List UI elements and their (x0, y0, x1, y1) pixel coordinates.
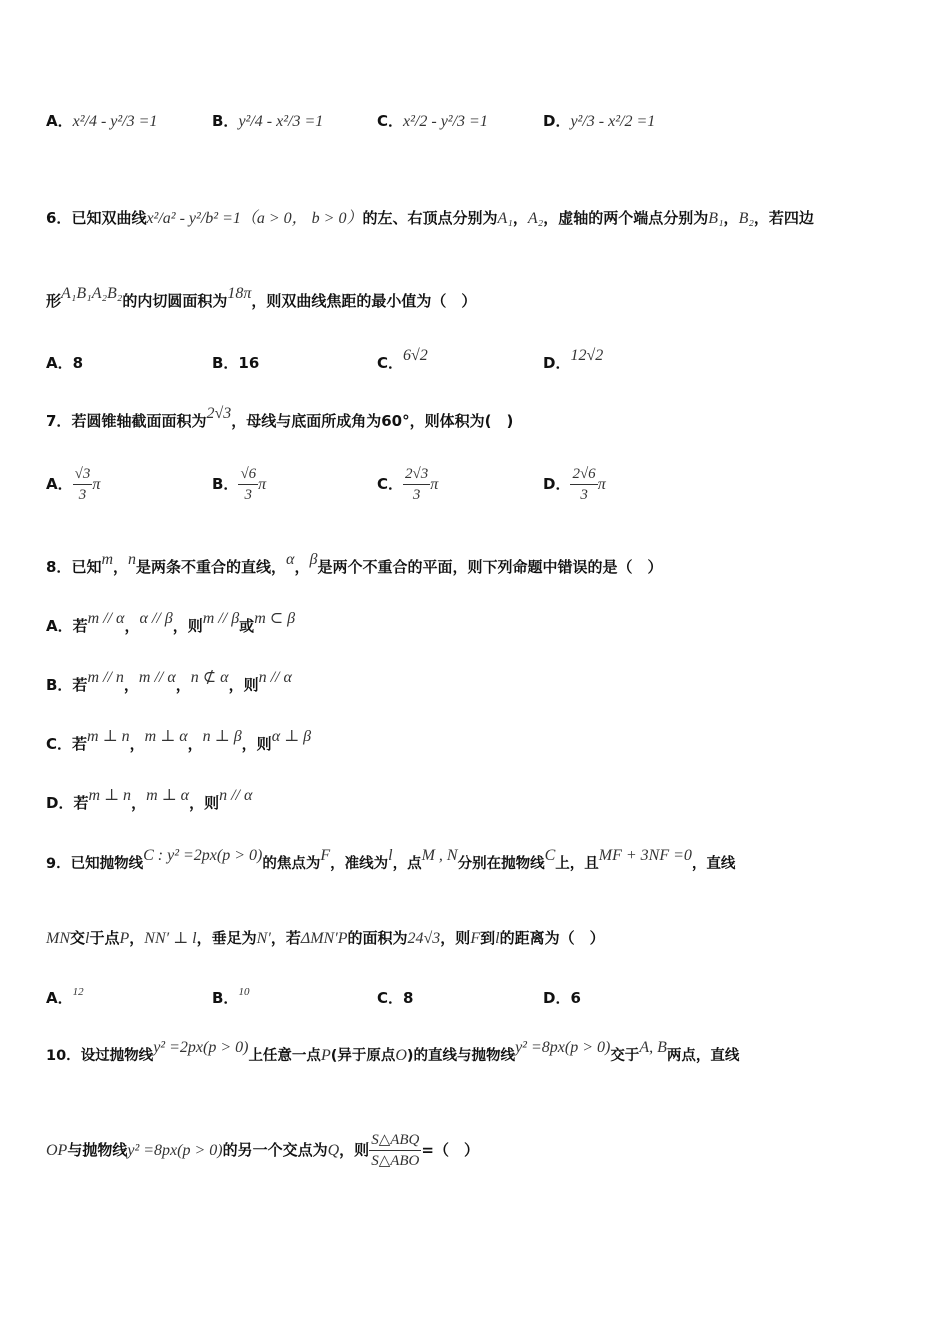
text-fragment: 18π (227, 285, 252, 302)
text-fragment: n ⊥ β (202, 728, 242, 745)
q9-option-a (46, 987, 84, 1008)
text-fragment: P (119, 930, 130, 947)
q5-option-d (543, 110, 655, 131)
text-fragment: S△ABQ (369, 1130, 421, 1151)
q6-option-d (543, 347, 604, 373)
text-fragment: D． (543, 112, 571, 130)
text-fragment: π (258, 476, 267, 493)
text-fragment: MF + 3NF =0 (598, 847, 692, 864)
text-fragment: 若圆锥轴截面面积为 (71, 412, 207, 430)
q9-stem-line1 (46, 847, 910, 873)
text-fragment: (异于原点 (330, 1048, 396, 1064)
text-fragment: ，则 (440, 929, 471, 947)
text-fragment: m // n (87, 669, 124, 686)
text-fragment: 上，且 (555, 856, 599, 872)
text-fragment: ， (131, 794, 147, 812)
text-fragment: m ⊥ α (144, 728, 188, 745)
text-fragment: C (544, 847, 556, 864)
q6-option-a (46, 352, 83, 373)
q8-option-d (46, 787, 910, 813)
text-fragment: D．6 (543, 989, 581, 1007)
text-fragment: √3 (73, 464, 93, 485)
fraction (570, 464, 597, 505)
text-fragment: 2√3 (403, 464, 430, 485)
text-fragment: ， (512, 209, 528, 227)
text-fragment: A．8 (46, 354, 84, 372)
text-fragment: y² =8px(p > 0) (127, 1142, 223, 1159)
text-fragment: m (101, 551, 114, 568)
q5-option-c (377, 110, 488, 131)
text-fragment: π (92, 476, 101, 493)
text-fragment: MN (46, 930, 70, 947)
q7-option-b (212, 464, 266, 505)
text-fragment: B． (212, 475, 239, 493)
text-fragment: NN′ ⊥ l (144, 930, 197, 947)
q5-option-b (212, 110, 323, 131)
text-fragment: 到 (480, 929, 496, 947)
text-fragment: D． (543, 354, 571, 372)
text-fragment: ，点 (392, 856, 422, 872)
text-fragment: C． (377, 112, 404, 130)
text-fragment: C．8 (377, 989, 414, 1007)
text-fragment: n ⊄ α (190, 669, 229, 686)
text-fragment: F (470, 930, 481, 947)
text-fragment: √6 (238, 464, 258, 485)
text-fragment: 是两个不重合的平面，则下列命题中错误的是（ ） (317, 558, 663, 576)
text-fragment: y² =8px(p > 0) (515, 1039, 611, 1056)
text-fragment: n // α (219, 787, 253, 804)
ratio-fraction (369, 1130, 421, 1171)
text-fragment: B₁ (708, 210, 724, 227)
text-fragment: m // β (202, 610, 240, 627)
text-fragment: F (320, 847, 331, 864)
text-fragment: 9． (46, 856, 71, 872)
text-fragment: C． (377, 354, 404, 372)
text-fragment: ， (129, 735, 145, 753)
text-fragment: 两点，直线 (666, 1048, 740, 1064)
text-fragment: A． (46, 475, 73, 493)
q7-stem (46, 405, 910, 431)
text-fragment: m ⊥ n (88, 787, 132, 804)
text-fragment: 已知双曲线 (71, 209, 147, 227)
text-fragment: =（ ） (421, 1141, 479, 1159)
text-fragment: 24√3 (407, 930, 441, 947)
text-fragment: 于点 (89, 929, 120, 947)
option-expression: y²/4 - x²/3 =1 (238, 113, 324, 130)
text-fragment: )的直线与抛物线 (406, 1048, 516, 1064)
q9-option-d (543, 987, 581, 1008)
text-fragment: m ⊥ α (146, 787, 190, 804)
text-fragment: 交于 (610, 1048, 640, 1064)
text-fragment: A₁B₁A₂B₂ (61, 285, 123, 302)
text-fragment: 的面积为 (347, 929, 408, 947)
text-fragment: ， (113, 558, 129, 576)
text-fragment: D．若 (46, 794, 89, 812)
text-fragment: N′ (256, 930, 271, 947)
text-fragment: 10 (238, 986, 250, 998)
text-fragment: 的内切圆面积为 (122, 292, 228, 310)
text-fragment: 的另一个交点为 (222, 1141, 328, 1159)
text-fragment: n (128, 551, 137, 568)
text-fragment: ，母线与底面所成角为60°，则体积为( ) (231, 412, 514, 430)
q7-option-c (377, 464, 438, 505)
text-fragment: x²/a² - y²/b² =1 (146, 210, 241, 227)
text-fragment: 2√3 (206, 405, 232, 422)
option-expression: y²/3 - x²/2 =1 (570, 113, 656, 130)
q6-stem-line2 (46, 285, 910, 311)
text-fragment: 设过抛物线 (80, 1048, 154, 1064)
text-fragment: 3 (412, 487, 421, 503)
text-fragment: π (430, 476, 439, 493)
text-fragment: α // β (139, 610, 173, 627)
text-fragment: B₂ (738, 210, 754, 227)
text-fragment: ，则双曲线焦距的最小值为（ ） (251, 292, 477, 310)
text-fragment: 已知抛物线 (70, 856, 144, 872)
text-fragment: A．若 (46, 617, 88, 635)
text-fragment: 是两条不重合的直线， (136, 558, 287, 576)
text-fragment: ， (187, 735, 203, 753)
text-fragment: ， (723, 209, 739, 227)
text-fragment: 8． (46, 558, 72, 576)
text-fragment: 7． (46, 412, 72, 430)
text-fragment: S△ABO (371, 1153, 420, 1169)
text-fragment: m // α (138, 669, 176, 686)
text-fragment: β (309, 551, 318, 568)
text-fragment: m ⊥ n (87, 728, 130, 745)
text-fragment: OP (46, 1142, 68, 1159)
text-fragment: ，直线 (691, 856, 736, 872)
text-fragment: 上任意一点 (248, 1048, 321, 1064)
text-fragment: A． (46, 112, 73, 130)
text-fragment: M , N (421, 847, 458, 864)
text-fragment: 或 (239, 617, 255, 635)
text-fragment: ，垂足为 (196, 929, 257, 947)
text-fragment: A₁ (497, 210, 513, 227)
text-fragment: 6． (46, 209, 72, 227)
text-fragment: 3 (244, 487, 253, 503)
option-expression: x²/2 - y²/3 =1 (403, 113, 488, 130)
text-fragment: 已知 (71, 558, 102, 576)
q9-option-b (212, 987, 249, 1008)
text-fragment: B． (212, 112, 239, 130)
text-fragment: n // α (258, 669, 292, 686)
text-fragment: ， (123, 676, 139, 694)
q9-option-c (377, 987, 413, 1008)
text-fragment: 交 (70, 929, 86, 947)
text-fragment: O (395, 1047, 407, 1064)
text-fragment: ，准线为 (330, 856, 389, 872)
option-expression: x²/4 - y²/3 =1 (72, 113, 158, 130)
text-fragment: l (85, 930, 90, 947)
text-fragment: ΔMN′P (300, 930, 348, 947)
text-fragment: 形 (46, 292, 62, 310)
text-fragment: ，则 (241, 735, 272, 753)
q8-stem (46, 551, 910, 577)
text-fragment: m // α (87, 610, 125, 627)
text-fragment: π (597, 476, 606, 493)
text-fragment: y² =2px(p > 0) (153, 1039, 249, 1056)
fraction (73, 464, 93, 505)
text-fragment: B．16 (212, 354, 260, 372)
text-fragment: 3 (78, 487, 87, 503)
text-fragment: ，则 (189, 794, 220, 812)
text-fragment: 的焦点为 (262, 856, 321, 872)
text-fragment: ，虚轴的两个端点分别为 (543, 209, 709, 227)
text-fragment: 的距离为（ ） (499, 929, 605, 947)
q8-option-b (46, 669, 910, 695)
q10-stem-line1 (46, 1039, 910, 1065)
text-fragment: ，则 (228, 676, 259, 694)
text-fragment: α ⊥ β (271, 728, 312, 745)
q7-option-d (543, 464, 606, 505)
fraction (238, 464, 258, 505)
text-fragment: C : y² =2px(p > 0) (143, 847, 263, 864)
text-fragment: ，若四边 (753, 209, 814, 227)
q5-option-a (46, 110, 157, 131)
text-fragment: Q (327, 1142, 340, 1159)
fraction (403, 464, 430, 505)
text-fragment: 12 (72, 986, 84, 998)
text-fragment: 与抛物线 (67, 1141, 128, 1159)
text-fragment: 10． (46, 1048, 81, 1064)
text-fragment: A₂ (527, 210, 544, 227)
text-fragment: B． (212, 989, 239, 1007)
text-fragment: l (495, 930, 500, 947)
q6-option-b (212, 352, 259, 373)
text-fragment: ，若 (270, 929, 301, 947)
text-fragment: ， (124, 617, 140, 635)
text-fragment: 的左、右顶点分别为 (362, 209, 498, 227)
q10-stem-line2 (46, 1130, 910, 1171)
text-fragment: A, B (639, 1039, 667, 1056)
q9-stem-line2 (46, 927, 910, 948)
q6-stem-line1 (46, 205, 910, 228)
text-fragment: D． (543, 475, 571, 493)
text-fragment: 3 (580, 487, 588, 503)
text-fragment: m ⊂ β (254, 610, 296, 627)
q7-option-a (46, 464, 100, 505)
q8-option-c (46, 728, 910, 754)
text-fragment: ，则 (172, 617, 203, 635)
text-fragment: ，则 (339, 1141, 370, 1159)
text-fragment: B．若 (46, 676, 88, 694)
text-fragment: C． (377, 475, 404, 493)
text-fragment: A． (46, 989, 73, 1007)
text-fragment: α (286, 551, 295, 568)
q6-option-c (377, 347, 428, 373)
text-fragment: 2√6 (570, 464, 597, 485)
text-fragment: ， (175, 676, 191, 694)
text-fragment: 12√2 (570, 347, 604, 364)
text-fragment: （a > 0， b > 0） (240, 210, 363, 227)
text-fragment: ， (129, 929, 145, 947)
text-fragment: C．若 (46, 735, 88, 753)
text-fragment: l (388, 847, 393, 864)
text-fragment: 6√2 (403, 347, 428, 364)
q8-option-a (46, 610, 910, 636)
text-fragment: 分别在抛物线 (457, 856, 545, 872)
text-fragment: ， (294, 558, 310, 576)
text-fragment: P (320, 1047, 331, 1064)
